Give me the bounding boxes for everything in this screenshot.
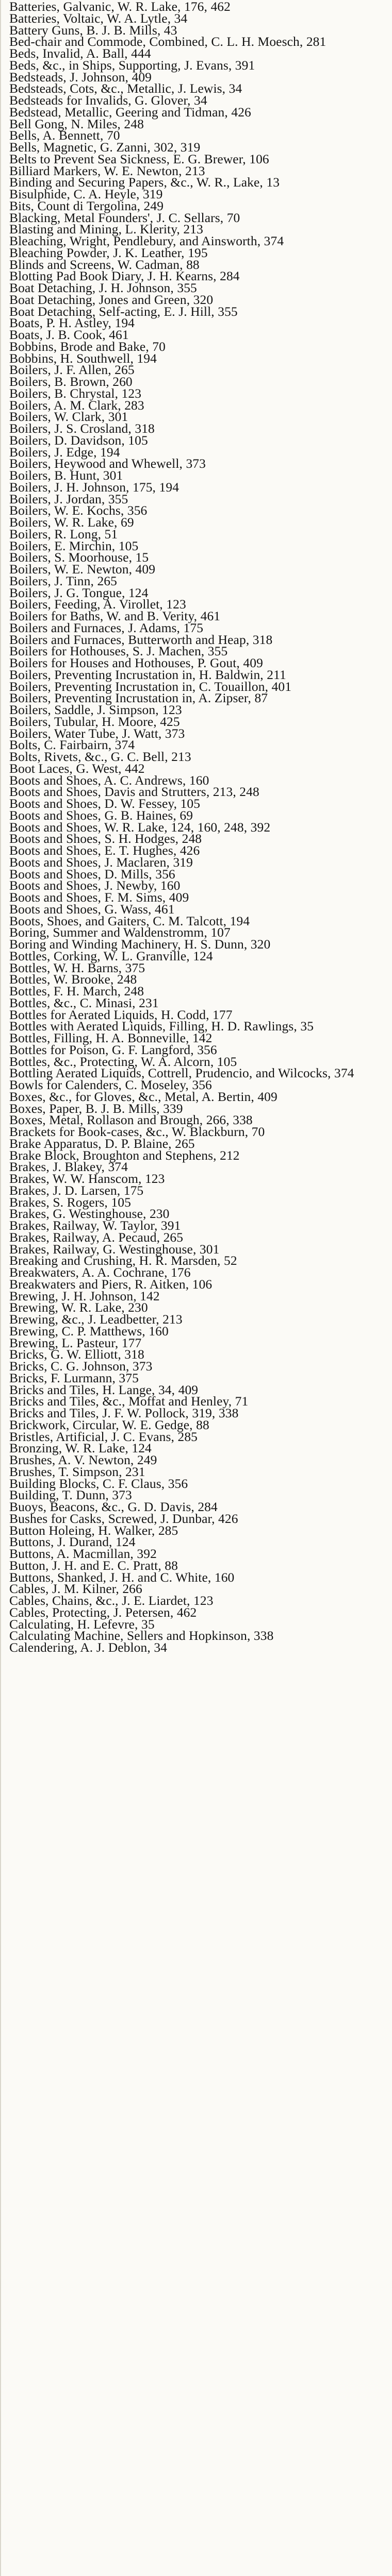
index-entry: Boilers and Furnaces, Butterworth and Heap, 318 (9, 632, 273, 647)
index-entry: Beds, &c., in Ships, Supporting, J. Evans, 391 (9, 57, 255, 73)
index-entry: Boxes, Metal, Rollason and Brough, 266, 338 (9, 1112, 253, 1128)
index-entry: Brackets for Book-cases, &c., W. Blackburn, 70 (9, 1124, 265, 1139)
index-entry: Boots and Shoes, W. R. Lake, 124, 160, 248, 392 (9, 819, 271, 835)
index-entry: Boilers, Preventing Incrustation in, H. Baldwin, 211 (9, 667, 286, 682)
index-entry: Brakes, J. D. Larsen, 175 (9, 1182, 144, 1198)
index-entry: Boots and Shoes, Davis and Strutters, 213, 248 (9, 784, 259, 800)
index-entry: Boilers, W. R. Lake, 69 (9, 515, 134, 530)
index-entry: Brushes, A. V. Newton, 249 (9, 1452, 157, 1467)
index-entry: Calculating Machine, Sellers and Hopkinson, 338 (9, 1628, 274, 1643)
index-entry: Brakes, S. Rogers, 105 (9, 1194, 131, 1210)
index-entry: Bottles, &c., Protecting, W. A. Alcorn, 105 (9, 1054, 237, 1069)
index-entry: Boots and Shoes, A. C. Andrews, 160 (9, 772, 209, 788)
index-entry: Boots and Shoes, G. B. Haines, 69 (9, 807, 193, 823)
index-entry: Brewing, &c., J. Leadbetter, 213 (9, 1312, 183, 1327)
index-entry: Bed-chair and Commode, Combined, C. L. H. Moesch, 281 (9, 34, 326, 49)
index-entry: Blotting Pad Book Diary, J. H. Kearns, 284 (9, 268, 240, 284)
index-entry: Bobbins, Brode and Bake, 70 (9, 338, 166, 354)
index-entry: Blasting and Mining, L. Klerity, 213 (9, 222, 203, 237)
index-entry: Boat Detaching, Self-acting, E. J. Hill, 355 (9, 303, 238, 319)
index-entry: Blinds and Screens, W. Cadman, 88 (9, 257, 200, 272)
index-entry: Bottles for Aerated Liquids, H. Codd, 177 (9, 1007, 233, 1022)
index-entry: Boilers, J. H. Johnson, 175, 194 (9, 479, 179, 495)
index-list (9, 1, 388, 1654)
index-entry: Bleaching, Wright, Pendlebury, and Ainsworth, 374 (9, 233, 284, 248)
index-entry: Brakes, J. Blakey, 374 (9, 1159, 128, 1175)
index-entry: Boilers, J. S. Crosland, 318 (9, 421, 155, 436)
index-entry: Bits, Count di Tergolina, 249 (9, 198, 164, 213)
index-entry: Boots and Shoes, E. T. Hughes, 426 (9, 843, 200, 858)
index-entry: Boxes, Paper, B. J. B. Mills, 339 (9, 1100, 183, 1116)
index-entry: Cables, Chains, &c., J. E. Liardet, 123 (9, 1593, 214, 1608)
index-entry: Bottles, Corking, W. L. Granville, 124 (9, 948, 213, 963)
index-entry: Boilers, J. G. Tongue, 124 (9, 585, 149, 600)
index-entry: Boots, Shoes, and Gaiters, C. M. Talcott, 194 (9, 913, 250, 928)
index-entry: Brewing, C. P. Matthews, 160 (9, 1323, 169, 1338)
index-entry: Boilers, B. Brown, 260 (9, 374, 133, 389)
index-entry: Bobbins, H. Southwell, 194 (9, 350, 157, 366)
index-entry: Boilers, J. Jordan, 355 (9, 491, 128, 506)
index-entry: Boilers, J. Tinn, 265 (9, 573, 117, 588)
index-entry: Boilers for Houses and Hothouses, P. Gout, 409 (9, 655, 263, 670)
index-entry: Blacking, Metal Founders', J. C. Sellars, 70 (9, 210, 240, 225)
index-entry: Bedsteads for Invalids, G. Glover, 34 (9, 93, 207, 108)
index-entry: Boat Detaching, J. H. Johnson, 355 (9, 280, 197, 295)
index-entry: Brakes, Railway, W. Taylor, 391 (9, 1218, 181, 1233)
index-entry: Belts to Prevent Sea Sickness, E. G. Brewer, 106 (9, 151, 269, 166)
index-entry: Bolts, Rivets, &c., G. C. Bell, 213 (9, 749, 191, 764)
index-entry: Brakes, W. W. Hanscom, 123 (9, 1171, 165, 1186)
index-entry: Bottles, W. H. Barns, 375 (9, 960, 145, 975)
index-entry: Bisulphide, C. A. Heyle, 319 (9, 187, 163, 201)
index-entry: Button Holeing, H. Walker, 285 (9, 1522, 178, 1538)
index-entry: Boilers, Saddle, J. Simpson, 123 (9, 702, 182, 717)
index-entry: Boilers, J. Edge, 194 (9, 444, 120, 460)
index-entry: Bricks, G. W. Elliott, 318 (9, 1347, 144, 1362)
index-entry: Brakes, Railway, G. Westinghouse, 301 (9, 1241, 220, 1257)
index-entry: Bottles, Filling, H. A. Bonneville, 142 (9, 1030, 213, 1045)
index-entry: Boilers, Preventing Incrustation in, C. Touaillon, 401 (9, 679, 292, 694)
index-entry: Boilers, A. M. Clark, 283 (9, 397, 144, 413)
index-entry: Bricks and Tiles, J. F. W. Pollock, 319, 338 (9, 1405, 239, 1420)
index-entry: Boilers, W. Clark, 301 (9, 409, 128, 425)
index-entry: Bolts, C. Fairbairn, 374 (9, 737, 135, 753)
index-entry: Boilers and Furnaces, J. Adams, 175 (9, 620, 204, 635)
index-entry: Billiard Markers, W. E. Newton, 213 (9, 163, 205, 178)
index-entry: Boilers, W. E. Newton, 409 (9, 562, 156, 577)
index-entry: Bells, Magnetic, G. Zanni, 302, 319 (9, 140, 201, 155)
index-entry: Boots and Shoes, D. Mills, 356 (9, 866, 175, 882)
index-entry: Brakes, G. Westinghouse, 230 (9, 1206, 170, 1222)
index-entry: Bells, A. Bennett, 70 (9, 128, 120, 143)
index-entry: Bronzing, W. R. Lake, 124 (9, 1440, 152, 1456)
index-entry: Boots and Shoes, J. Newby, 160 (9, 878, 181, 893)
index-entry: Bedsteads, J. Johnson, 409 (9, 69, 152, 84)
index-entry: Bottling Aerated Liquids, Cottrell, Prudencio, and Wilcocks, 374 (9, 1065, 354, 1081)
index-entry: Boot Laces, G. West, 442 (9, 760, 145, 776)
index-entry: Boots and Shoes, S. H. Hodges, 248 (9, 831, 202, 846)
index-entry: Boots and Shoes, F. M. Sims, 409 (9, 890, 189, 905)
index-entry: Boilers, D. Davidson, 105 (9, 432, 148, 448)
index-entry: Batteries, Voltaic, W. A. Lytle, 34 (9, 10, 188, 26)
index-entry: Boilers, Heywood and Whewell, 373 (9, 456, 206, 471)
left-margin-rule (0, 0, 1, 2576)
index-entry: Brewing, L. Pasteur, 177 (9, 1335, 142, 1350)
index-entry: Boilers, Feeding, A. Virollet, 123 (9, 597, 186, 612)
index-entry: Cables, Protecting, J. Petersen, 462 (9, 1604, 197, 1620)
index-entry: Beds, Invalid, A. Ball, 444 (9, 46, 151, 61)
index-entry: Bricks, F. Lurmann, 375 (9, 1370, 139, 1385)
index-entry: Bottles, F. H. March, 248 (9, 984, 144, 998)
index-entry: Boilers for Baths, W. and B. Verity, 461 (9, 608, 221, 623)
index-entry: Breakwaters and Piers, R. Aitken, 106 (9, 1276, 213, 1292)
index-entry: Boots and Shoes, D. W. Fessey, 105 (9, 796, 201, 811)
index-entry: Brushes, T. Simpson, 231 (9, 1464, 145, 1479)
index-entry: Boilers, B. Chrystal, 123 (9, 385, 142, 401)
index-entry: Breaking and Crushing, H. R. Marsden, 52 (9, 1253, 237, 1268)
index-entry: Brake Block, Broughton and Stephens, 212 (9, 1147, 240, 1163)
index-entry: Boilers, B. Hunt, 301 (9, 468, 123, 483)
index-entry: Buttons, J. Durand, 124 (9, 1534, 136, 1550)
index-entry: Boilers, Water Tube, J. Watt, 373 (9, 725, 185, 741)
index-entry: Bricks and Tiles, &c., Moffat and Henley, 71 (9, 1394, 249, 1409)
index-entry: Boilers, S. Moorhouse, 15 (9, 550, 149, 565)
index-entry: Breakwaters, A. A. Cochrane, 176 (9, 1265, 191, 1280)
index-entry: Bedstead, Metallic, Geering and Tidman, 426 (9, 104, 251, 120)
index-entry: Boilers, E. Mirchin, 105 (9, 538, 139, 553)
index-entry: Boats, P. H. Astley, 194 (9, 315, 135, 331)
index-entry: Binding and Securing Papers, &c., W. R., Lake, 13 (9, 175, 280, 190)
index-entry: Bricks, C. G. Johnson, 373 (9, 1359, 153, 1374)
index-entry: Boxes, &c., for Gloves, &c., Metal, A. Bertin, 409 (9, 1089, 277, 1104)
index-entry: Boat Detaching, Jones and Green, 320 (9, 292, 214, 307)
index-entry: Brake Apparatus, D. P. Blaine, 265 (9, 1136, 195, 1151)
index-entry: Boilers, W. E. Kochs, 356 (9, 503, 148, 518)
index-entry: Building, T. Dunn, 373 (9, 1487, 132, 1503)
index-entry: Cables, J. M. Kilner, 266 (9, 1581, 142, 1597)
index-entry: Boilers, R. Long, 51 (9, 526, 118, 541)
index-entry: Boats, J. B. Cook, 461 (9, 327, 129, 342)
index-entry: Button, J. H. and E. C. Pratt, 88 (9, 1557, 178, 1573)
index-entry: Bedsteads, Cots, &c., Metallic, J. Lewis, 34 (9, 81, 242, 96)
index-entry: Boots and Shoes, J. Maclaren, 319 (9, 854, 193, 870)
index-entry: Brickwork, Circular, W. E. Gedge, 88 (9, 1417, 209, 1432)
index-entry: Bricks and Tiles, H. Lange, 34, 409 (9, 1382, 199, 1397)
index-entry: Bleaching Powder, J. K. Leather, 195 (9, 245, 208, 260)
index-entry: Boring, Summer and Waldenstromm, 107 (9, 925, 231, 940)
index-entry: Buttons, A. Macmillan, 392 (9, 1546, 157, 1561)
index-entry: Calendering, A. J. Deblon, 34 (9, 1640, 168, 1655)
index-entry: Boilers, J. F. Allen, 265 (9, 362, 135, 378)
index-entry: Buoys, Beacons, &c., G. D. Davis, 284 (9, 1499, 218, 1514)
index-entry: Building Blocks, C. F. Claus, 356 (9, 1476, 188, 1491)
index-entry: Bottles, &c., C. Minasi, 231 (9, 995, 159, 1010)
index-entry: Brewing, W. R. Lake, 230 (9, 1300, 148, 1315)
index-entry: Brakes, Railway, A. Pecaud, 265 (9, 1229, 184, 1245)
index-entry: Bottles for Poison, G. F. Langford, 356 (9, 1042, 217, 1057)
index-entry: Boilers for Hothouses, S. J. Machen, 355 (9, 643, 228, 659)
index-entry: Bottles with Aerated Liquids, Filling, H. D. Rawlings, 35 (9, 1019, 314, 1034)
index-entry: Bottles, W. Brooke, 248 (9, 972, 137, 987)
index-entry: Boilers, Tubular, H. Moore, 425 (9, 714, 180, 729)
index-entry: Batteries, Galvanic, W. R. Lake, 176, 462 (9, 0, 231, 14)
index-entry: Boilers, Preventing Incrustation in, A. Zipser, 87 (9, 690, 268, 706)
index-entry: Bristles, Artificial, J. C. Evans, 285 (9, 1429, 198, 1444)
index-entry: Bell Gong, N. Miles, 248 (9, 116, 144, 131)
index-entry: Battery Guns, B. J. B. Mills, 43 (9, 22, 177, 38)
index-entry: Brewing, J. H. Johnson, 142 (9, 1288, 160, 1303)
index-entry: Boots and Shoes, G. Wass, 461 (9, 901, 175, 917)
index-entry: Bushes for Casks, Screwed, J. Dunbar, 426 (9, 1511, 238, 1526)
index-entry: Buttons, Shanked, J. H. and C. White, 160 (9, 1569, 235, 1585)
index-entry: Bowls for Calenders, C. Moseley, 356 (9, 1077, 212, 1092)
index-entry: Boring and Winding Machinery, H. S. Dunn, 320 (9, 937, 271, 952)
index-entry: Calculating, H. Lefevre, 35 (9, 1616, 155, 1632)
